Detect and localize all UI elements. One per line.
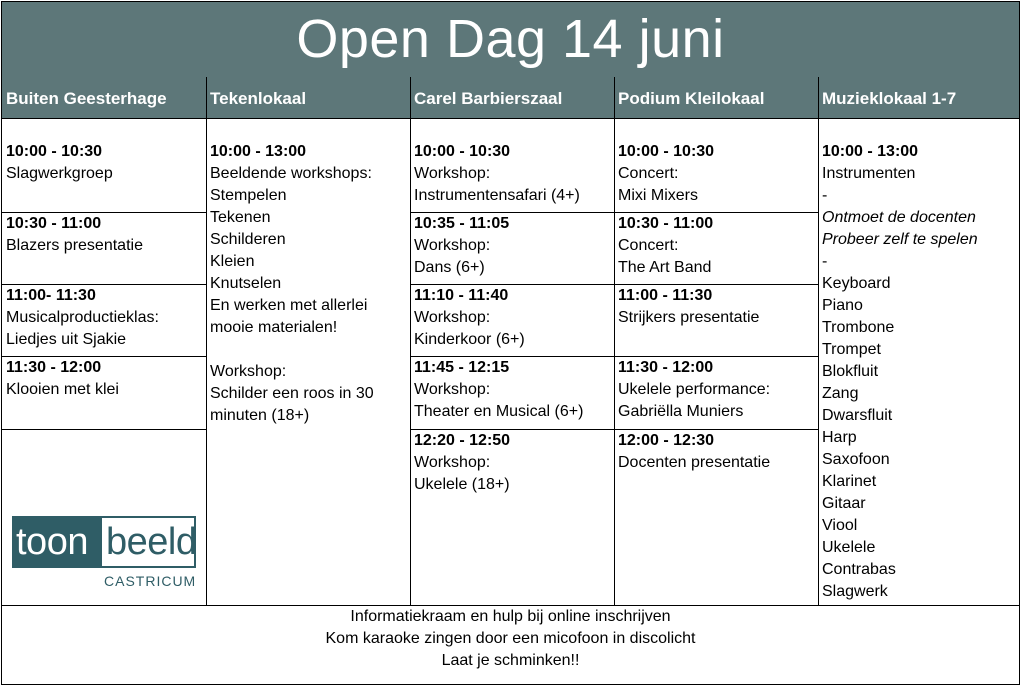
slot-time: 12:00 - 12:30 (618, 432, 715, 449)
slot-text: Slagwerkgroep (6, 165, 113, 182)
slot-podium-2 (618, 213, 713, 279)
slot-text: Workshop: (414, 381, 491, 398)
instrument-item: Saxofoon (822, 451, 890, 468)
slot-buiten-4 (6, 357, 119, 401)
slot-text: mooie materialen! (210, 319, 338, 336)
slot-time: 10:30 - 11:00 (618, 215, 714, 232)
slot-time: 10:35 - 11:05 (414, 215, 510, 232)
column-header-podium: Podium Kleilokaal (618, 89, 765, 108)
slot-time: 10:00 - 10:30 (414, 143, 511, 160)
instrument-item: Trombone (822, 319, 895, 336)
slot-podium-1 (618, 141, 714, 207)
slot-time: 11:45 - 12:15 (414, 359, 510, 376)
slot-text: Mixi Mixers (618, 187, 698, 204)
instrument-item: Keyboard (822, 275, 891, 292)
logo-word-2: beeld (106, 521, 197, 563)
slot-text: Kinderkoor (6+) (414, 331, 525, 348)
slot-text: Tekenen (210, 209, 271, 226)
slot-text: Ukelele performance: (618, 381, 771, 398)
instrument-item: Klarinet (822, 473, 877, 490)
instrument-item: Viool (822, 517, 858, 534)
column-divider (818, 77, 819, 605)
slot-time: 10:00 - 10:30 (6, 143, 103, 160)
footer-line: Kom karaoke zingen door een micofoon in discolicht (325, 630, 696, 647)
logo-word-1: toon (16, 521, 88, 563)
slot-podium-3 (618, 285, 759, 329)
column-divider (206, 77, 207, 605)
slot-time: 12:20 - 12:50 (414, 432, 511, 449)
slot-text: - (822, 253, 828, 270)
slot-time: 11:10 - 11:40 (414, 287, 509, 304)
slot-time: 10:00 - 13:00 (822, 143, 919, 160)
slot-text: En werken met allerlei (210, 297, 368, 314)
slot-text-italic: Probeer zelf te spelen (822, 231, 978, 248)
slot-text (210, 339, 374, 361)
slot-text: Schilderen (210, 231, 286, 248)
slot-podium-5 (618, 430, 770, 474)
slot-time: 10:00 - 10:30 (618, 143, 715, 160)
slot-text: Instrumenten (822, 165, 916, 182)
slot-text: Klooien met klei (6, 381, 119, 398)
slot-time: 10:30 - 11:00 (6, 215, 102, 232)
slot-time: 10:00 - 13:00 (210, 143, 307, 160)
instrument-item: Blokfluit (822, 363, 879, 380)
footer-line: Laat je schminken!! (441, 652, 580, 669)
slot-time: 11:00- 11:30 (6, 287, 96, 304)
slot-text: Kleien (210, 253, 255, 270)
instrument-item: Contrabas (822, 561, 896, 578)
instrument-item: Ukelele (822, 539, 876, 556)
slot-text: Liedjes uit Sjakie (6, 331, 127, 348)
slot-text: Workshop: (414, 309, 491, 326)
instrument-item: Trompet (822, 341, 881, 358)
slot-text: Musicalproductieklas: (6, 309, 159, 326)
slot-teken (210, 141, 374, 427)
page-title: Open Dag 14 juni (296, 9, 725, 69)
slot-text: minuten (18+) (210, 407, 310, 424)
slot-time: 11:30 - 12:00 (6, 359, 102, 376)
slot-text: Beeldende workshops: (210, 165, 372, 182)
slot-text: Instrumentensafari (4+) (414, 187, 580, 204)
slot-text: Workshop: (210, 363, 287, 380)
slot-buiten-3 (6, 285, 159, 351)
slot-time: 11:00 - 11:30 (618, 287, 713, 304)
slot-text: Workshop: (414, 237, 491, 254)
slot-text: - (822, 187, 828, 204)
slot-time: 11:30 - 12:00 (618, 359, 714, 376)
slot-text: Ukelele (18+) (414, 476, 510, 493)
slot-buiten-2 (6, 213, 143, 257)
logo-subtitle: CASTRICUM (104, 573, 197, 589)
slot-text: Workshop: (414, 454, 491, 471)
instrument-item: Dwarsfluit (822, 407, 893, 424)
column-header-teken: Tekenlokaal (210, 89, 307, 108)
slot-text: Dans (6+) (414, 259, 485, 276)
slot-text: Schilder een roos in 30 (210, 385, 374, 402)
slot-text: Stempelen (210, 187, 287, 204)
toonbeeld-logo (12, 516, 198, 592)
slot-carel-2 (414, 213, 509, 279)
instrument-item: Harp (822, 429, 857, 446)
slot-carel-5 (414, 430, 510, 496)
instrument-item: Slagwerk (822, 583, 888, 600)
slot-carel-4 (414, 357, 583, 423)
instrument-item: Zang (822, 385, 859, 402)
instrument-item: Gitaar (822, 495, 866, 512)
slot-muziek (822, 141, 978, 603)
slot-text: Knutselen (210, 275, 282, 292)
slot-text: Workshop: (414, 165, 491, 182)
slot-text: Docenten presentatie (618, 454, 771, 471)
slot-text: Theater en Musical (6+) (414, 403, 584, 420)
slot-text-italic: Ontmoet de docenten (822, 209, 976, 226)
column-header-muziek: Muzieklokaal 1-7 (822, 89, 957, 108)
slot-text: Concert: (618, 237, 679, 254)
column-divider (410, 77, 411, 605)
slot-text: Concert: (618, 165, 679, 182)
slot-text: Gabriëlla Muniers (618, 403, 744, 420)
title-bar (2, 2, 1019, 77)
column-header-buiten: Buiten Geesterhage (6, 89, 167, 108)
slot-buiten-1 (6, 141, 113, 185)
header-divider (2, 118, 1019, 119)
slot-carel-3 (414, 285, 525, 351)
slot-text: Strijkers presentatie (618, 309, 760, 326)
column-header-carel: Carel Barbierszaal (414, 89, 563, 108)
slot-text: The Art Band (618, 259, 712, 276)
slot-text: Blazers presentatie (6, 237, 143, 254)
row-divider (2, 429, 206, 430)
column-divider (614, 77, 615, 605)
logo-box-dark (12, 516, 100, 568)
footer-notes (2, 606, 1019, 672)
logo-box-outline (100, 516, 196, 568)
slot-carel-1 (414, 141, 580, 207)
footer-line: Informatiekraam en hulp bij online inschrijven (350, 608, 671, 625)
slot-podium-4 (618, 357, 770, 423)
instrument-item: Piano (822, 297, 863, 314)
